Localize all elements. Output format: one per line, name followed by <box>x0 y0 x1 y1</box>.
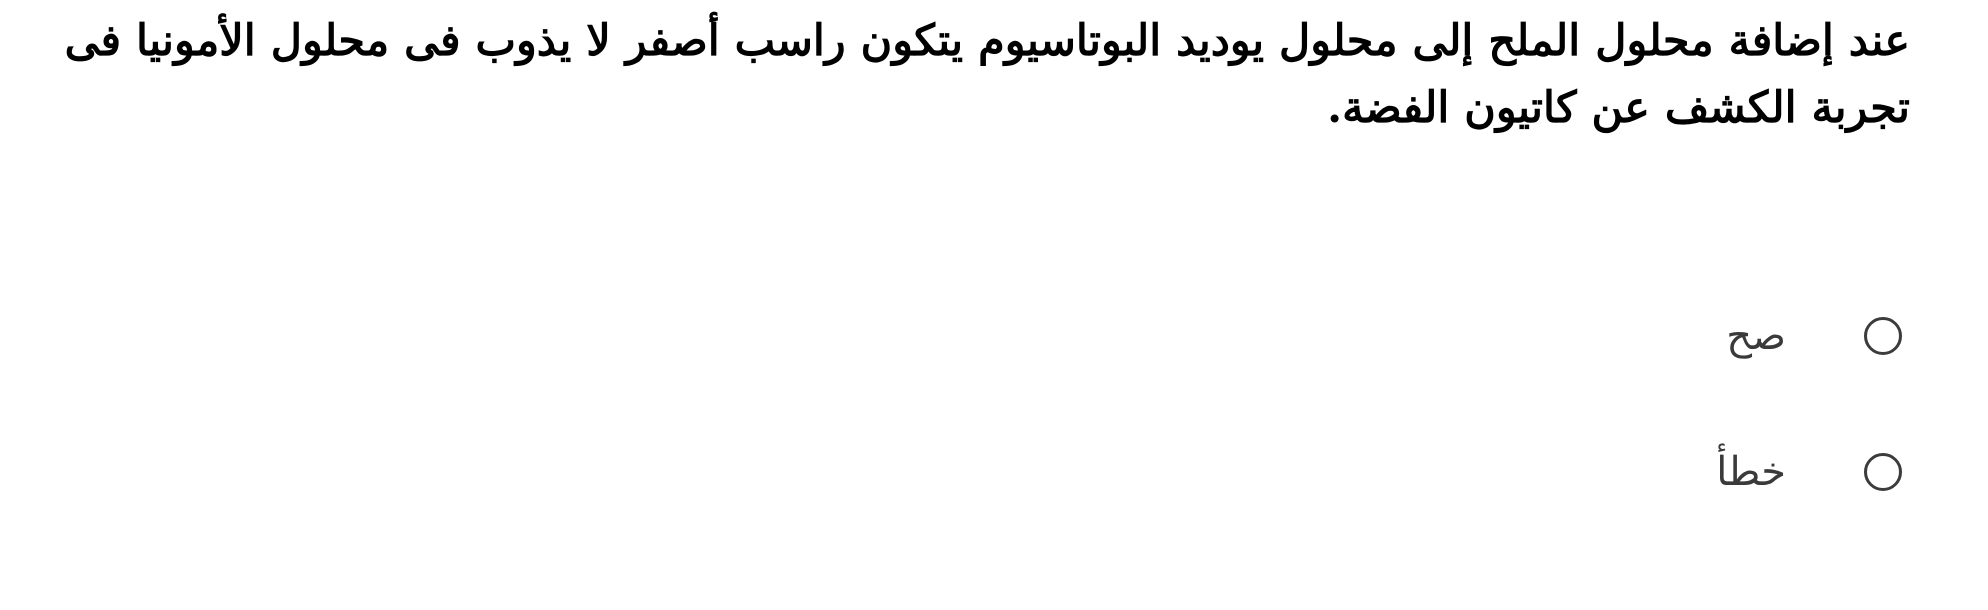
option-false-label: خطأ <box>1716 449 1786 495</box>
option-true[interactable] <box>1726 308 1902 364</box>
question-text: عند إضافة محلول الملح إلى محلول يوديد البوتاسيوم يتكون راسب أصفر لا يذوب فى محلول الأمونيا فى تجربة الكشف عن كاتيون الفضة. <box>64 16 1910 133</box>
option-false[interactable] <box>1716 444 1902 500</box>
radio-button-true[interactable] <box>1864 317 1902 355</box>
option-true-label: صح <box>1726 313 1786 359</box>
radio-button-false[interactable] <box>1864 453 1902 491</box>
